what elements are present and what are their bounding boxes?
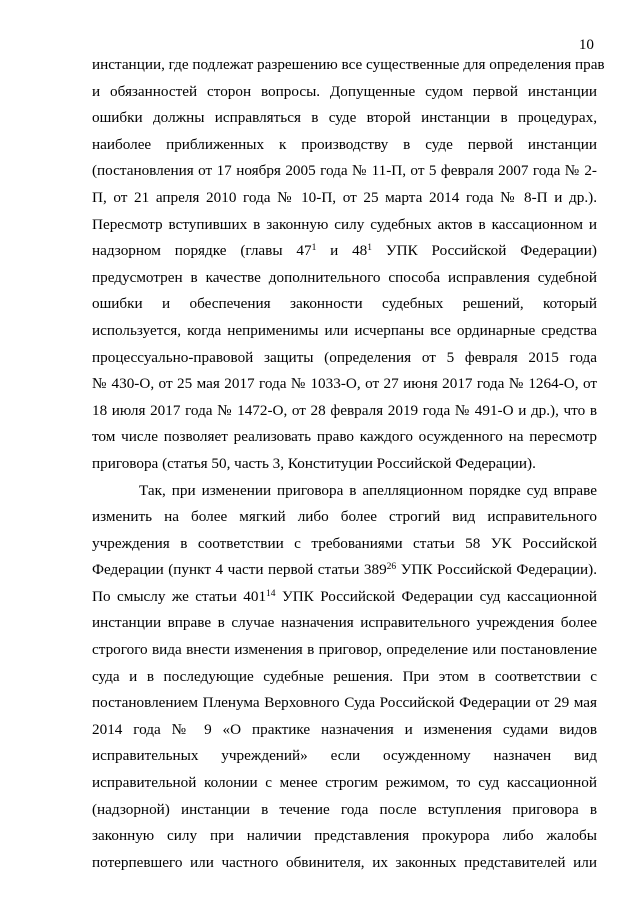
text-line: (постановления от 17 ноября 2005 года № 11-П, от 5 февраля 2007 года № 2- <box>92 162 597 180</box>
text-line: предусмотрен в качестве дополнительного способа исправления судебной <box>92 268 597 286</box>
text-line: Пересмотр вступивших в законную силу судебных актов в кассационном и <box>92 215 597 233</box>
text-line: строгого вида внести изменения в приговор, определение или постановление <box>92 641 597 659</box>
superscript: 1 <box>367 243 373 254</box>
text-line: ошибки и обеспечения законности судебных решений, который <box>92 295 597 313</box>
body-text <box>92 52 605 876</box>
text-line <box>92 238 597 265</box>
text-line: П, от 21 апреля 2010 года № 10-П, от 25 марта 2014 года № 8-П и др.). <box>92 188 597 206</box>
text-line: инстанции вправе в случае назначения исправительного учреждения более <box>92 614 597 632</box>
text-line: суда и в последующие судебные решения. При этом в соответствии с <box>92 667 597 685</box>
text-line: изменить на более мягкий либо более строгий вид исправительного <box>92 508 597 526</box>
text-line: исправительных учреждений» если осужденному назначен вид <box>92 747 597 765</box>
text-line: потерпевшего или частного обвинителя, их законных представителей или <box>92 853 597 871</box>
text-line: приговора (статья 50, часть 3, Конституции Российской Федерации). <box>92 454 536 472</box>
text-line: 2014 года № 9 «О практике назначения и изменения судами видов <box>92 720 597 738</box>
text-segment: Федерации (пункт 4 части первой статьи 389 <box>92 561 387 579</box>
text-line: и обязанностей сторон вопросы. Допущенные судом первой инстанции <box>92 82 597 100</box>
text-line: инстанции, где подлежат разрешению все существенные для определения прав <box>92 56 605 73</box>
text-segment: надзорном порядке (главы 47 <box>92 242 312 260</box>
text-line: № 430-О, от 25 мая 2017 года № 1033-О, от 27 июня 2017 года № 1264-О, от <box>92 375 597 393</box>
text-segment: УПК Российской Федерации) <box>372 242 597 260</box>
page-number: 10 <box>578 36 594 53</box>
text-segment: По смыслу же статьи 401 <box>92 587 267 605</box>
text-line: (надзорной) инстанции в течение года после вступления приговора в <box>92 800 597 818</box>
text-segment: УПК Российской Федерации). <box>396 561 598 579</box>
text-line: исправительной колонии с менее строгим режимом, то суд кассационной <box>92 774 597 792</box>
text-line: используется, когда неприменимы или исчерпаны все ординарные средства <box>92 321 597 339</box>
text-line <box>92 557 597 584</box>
superscript: 14 <box>266 588 276 599</box>
text-segment: УПК Российской Федерации суд кассационной <box>275 587 597 605</box>
text-line: 18 июля 2017 года № 1472-О, от 28 февраля 2019 года № 491-О и др.), что в <box>92 401 597 419</box>
text-line: том числе позволяет реализовать право каждого осужденного на пересмотр <box>92 428 597 446</box>
text-line: Так, при изменении приговора в апелляционном порядке суд вправе <box>139 481 597 499</box>
text-segment: и 48 <box>316 242 368 260</box>
text-line: ошибки должны исправляться в суде второй инстанции в процедурах, <box>92 109 597 127</box>
superscript: 1 <box>311 243 317 254</box>
text-line: процессуально-правовой защиты (определения от 5 февраля 2015 года <box>92 348 597 366</box>
superscript: 26 <box>386 562 397 573</box>
text-line: наиболее приближенных к производству в суде первой инстанции <box>92 135 597 153</box>
text-line: постановлением Пленума Верховного Суда Российской Федерации от 29 мая <box>92 694 597 712</box>
text-line: законную силу при наличии представления прокурора либо жалобы <box>92 827 597 845</box>
text-line <box>92 584 597 611</box>
text-line: учреждения в соответствии с требованиями статьи 58 УК Российской <box>92 534 597 552</box>
